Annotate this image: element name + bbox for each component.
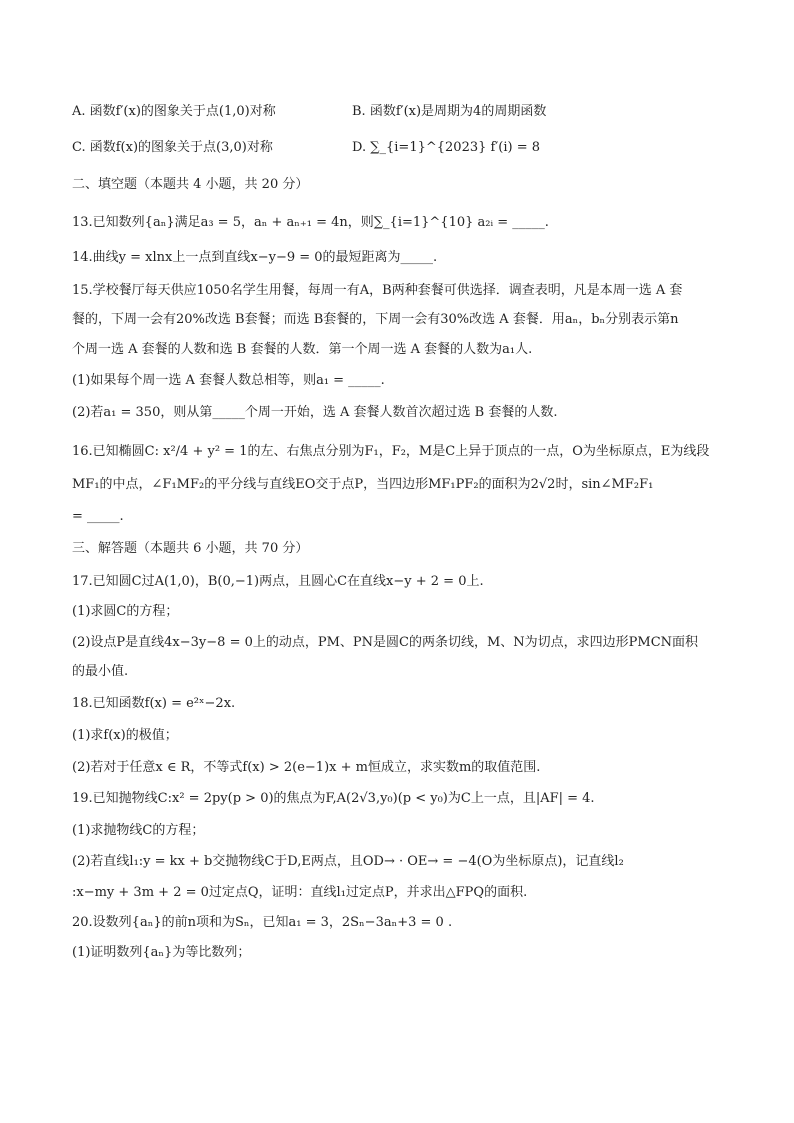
question-18-stem: 18.已知函数f(x) = e²ˣ−2x. [72,696,236,711]
question-15-part-1: (1)如果每个周一选 A 套餐人数总相等，则a₁ = _____. [72,373,385,388]
question-18-part-2: (2)若对于任意x ∈ R，不等式f(x) > 2(e−1)x + m恒成立，求实数m的取值范围. [72,760,541,775]
question-16-line-1: 16.已知椭圆C: x²/4 + y² = 1的左、右焦点分别为F₁，F₂，M是C上异于顶点的一点，O为坐标原点，E为线段 [72,444,710,459]
q12-option-d: D. ∑_{i=1}^{2023} f′(i) = 8 [352,140,541,155]
question-20-stem: 20.设数列{aₙ}的前n项和为Sₙ，已知a₁ = 3，2Sₙ−3aₙ+3 = 0 . [72,915,453,930]
question-13: 13.已知数列{aₙ}满足a₃ = 5，aₙ + aₙ₊₁ = 4n，则∑_{i=1}^{10} a₂ᵢ = _____. [72,215,549,230]
question-17-part-2-line-2: 的最小值. [72,664,129,679]
question-19-part-2-line-1: (2)若直线l₁:y = kx + b交抛物线C于D,E两点，且OD→ · OE→ = −4(O为坐标原点)，记直线l₂ [72,854,624,869]
question-19-part-2-line-2: :x−my + 3m + 2 = 0过定点Q，证明：直线l₁过定点P，并求出△FPQ的面积. [72,885,528,900]
question-19-part-1: (1)求抛物线C的方程； [72,823,205,838]
question-20-part-1: (1)证明数列{aₙ}为等比数列； [72,945,251,960]
question-18-part-1: (1)求f(x)的极值； [72,728,178,743]
question-16-line-3: = _____. [72,509,124,524]
question-19-stem: 19.已知抛物线C:x² = 2py(p > 0)的焦点为F,A(2√3,y₀)(p < y₀)为C上一点，且|AF| = 4. [72,791,595,806]
question-16-line-2: MF₁的中点，∠F₁MF₂的平分线与直线EO交于点P，当四边形MF₁PF₂的面积为2√2时，sin∠MF₂F₁ [72,477,654,492]
section-answer-title: 三、解答题（本题共 6 小题，共 70 分） [72,541,309,556]
question-15-line-3: 个周一选 A 套餐的人数和选 B 套餐的人数．第一个周一选 A 套餐的人数为a₁人. [72,342,533,357]
question-15-part-2: (2)若a₁ = 350，则从第_____个周一开始，选 A 套餐人数首次超过选 B 套餐的人数. [72,405,558,420]
q12-option-b: B. 函数f′(x)是周期为4的周期函数 [352,104,547,119]
question-15-line-1: 15.学校餐厅每天供应1050名学生用餐，每周一有A，B两种套餐可供选择．调查表明，凡是本周一选 A 套 [72,283,683,298]
question-15-line-2: 餐的，下周一会有20%改选 B套餐；而选 B套餐的，下周一会有30%改选 A 套餐．用aₙ，bₙ分别表示第n [72,312,679,327]
question-17-part-1: (1)求圆C的方程； [72,604,179,619]
q12-option-c: C. 函数f(x)的图象关于点(3,0)对称 [72,140,273,155]
question-14: 14.曲线y = xlnx上一点到直线x−y−9 = 0的最短距离为_____. [72,250,438,265]
question-17-stem: 17.已知圆C过A(1,0)，B(0,−1)两点，且圆心C在直线x−y + 2 = 0上. [72,574,484,589]
question-17-part-2-line-1: (2)设点P是直线4x−3y−8 = 0上的动点，PM、PN是圆C的两条切线，M、N为切点，求四边形PMCN面积 [72,635,699,650]
section-fill-in-title: 二、填空题（本题共 4 小题，共 20 分） [72,177,309,192]
q12-option-a: A. 函数f′(x)的图象关于点(1,0)对称 [72,104,276,119]
